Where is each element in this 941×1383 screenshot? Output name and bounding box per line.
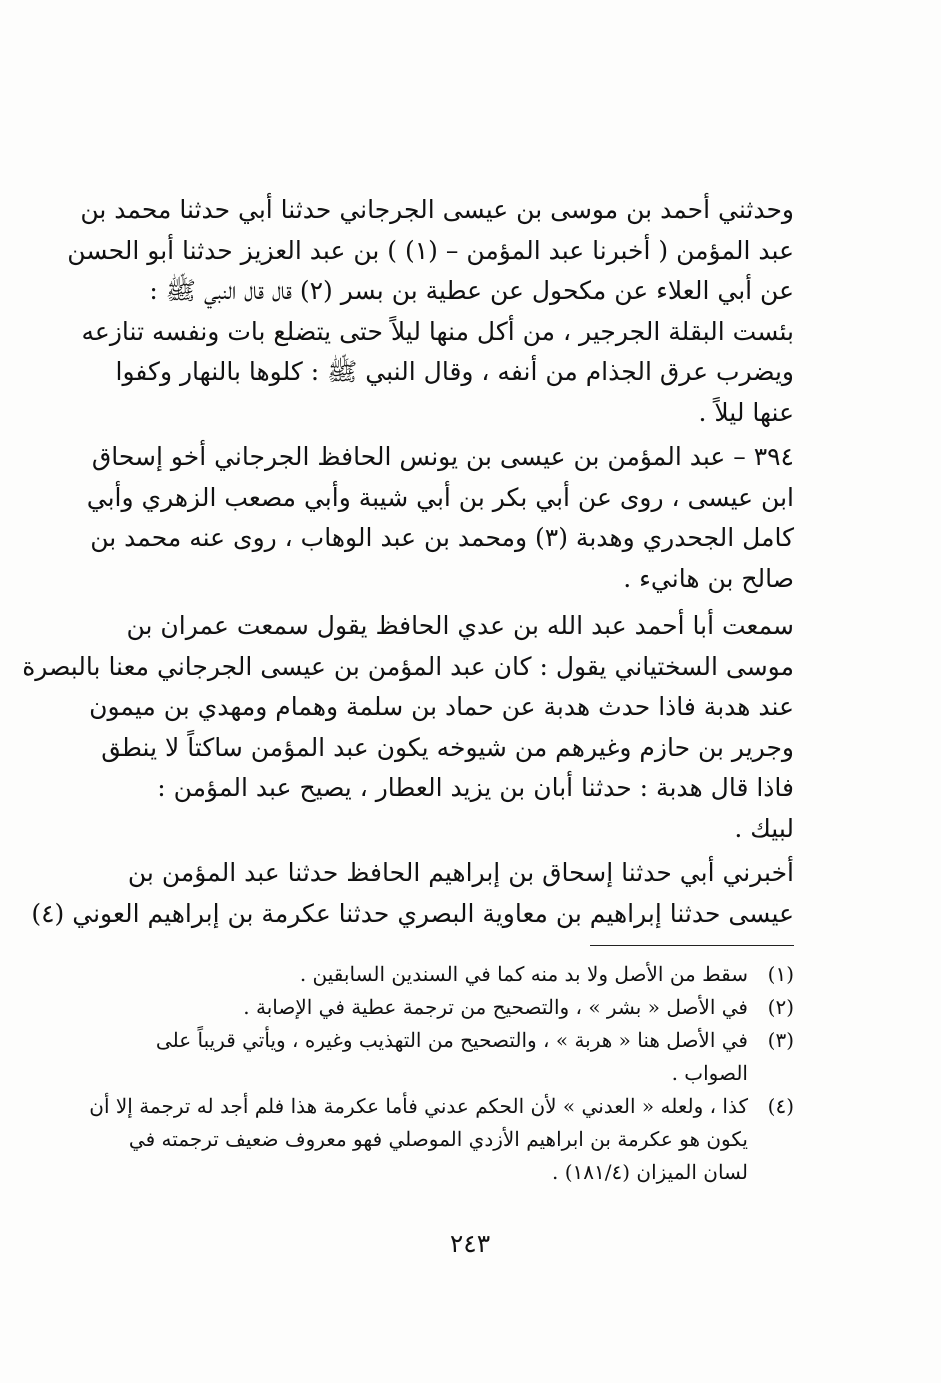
paragraph-line: عند هدبة فاذا حدث هدبة عن حماد بن سلمة وهمام ومهدي بن ميمون [89,692,794,722]
paragraph-4 [31,853,794,934]
footnote-line: سقط من الأصل ولا بد منه كما في السندين السابقين . [299,962,748,986]
paragraph-line: عيسى حدثنا إبراهيم بن معاوية البصري حدثنا عكرمة بن إبراهيم العوني (٤) [31,898,794,928]
footnote-number: (٢) [767,995,794,1019]
footnote-line: في الأصل « بشر » ، والتصحيح من ترجمة عطية في الإصابة . [243,995,748,1019]
paragraph-line: ٣٩٤ – عبد المؤمن بن عيسى بن يونس الحافظ الجرجاني أخو إسحاق [91,442,794,471]
paragraph-line: موسى السختياني يقول : كان عبد المؤمن بن عيسى الجرجاني معنا بالبصرة [22,651,794,681]
page-number: ٢٤٣ [449,1229,491,1258]
footnote-line: يكون هو عكرمة بن ابراهيم الأزدي الموصلي فهو معروف ضعيف ترجمته في [128,1127,748,1151]
paragraph-line: سمعت أبا أحمد عبد الله بن عدي الحافظ يقول سمعت عمران بن [126,611,794,640]
footnote-1 [158,958,794,991]
paragraph-line: عنها ليلاً . [698,397,794,427]
footnote-number: (١) [767,962,794,986]
paragraph-line: وجرير بن حازم وغيرهم من شيوخه يكون عبد المؤمن ساكتاً لا ينطق [101,732,794,762]
footnote-line: الصواب . [671,1061,748,1085]
paragraph-line: بئست البقلة الجرجير ، من أكل منها ليلاً حتى يتضلع بات ونفسه تنازعه [81,316,794,346]
paragraph-3 [22,606,794,850]
footnote-3 [155,1024,794,1090]
paragraph-line: ويضرب عرق الجذام من أنفه ، وقال النبي ﷺ : كلوها بالنهار وكفوا [115,357,794,387]
paragraph-line: لبيك . [734,813,794,843]
footnote-2 [158,991,794,1024]
paragraph-line: عن أبي العلاء عن مكحول عن عطية بن بسر (٢) قال قال النبي ﷺ : [149,276,794,306]
paragraph-1 [67,190,794,434]
footnote-line: لسان الميزان (١٨١/٤) . [551,1160,748,1184]
footnotes [89,958,794,1189]
paragraph-line: كامل الجحدري وهدبة (٣) ومحمد بن عبد الوهاب ، روى عنه محمد بن [90,523,794,553]
paragraph-2 [86,437,794,599]
paragraph-line: ابن عيسى ، روى عن أبي بكر بن أبي شيبة وأبي مصعب الزهري وأبي [86,482,794,512]
paragraph-line: عبد المؤمن ( أخبرنا عبد المؤمن – (١) ) بن عبد العزيز حدثنا أبو الحسن [67,235,794,265]
footnote-line: كذا ، ولعله « العدني » لأن الحكم عدني فأما عكرمة هذا فلم أجد له ترجمة إلا أن [89,1094,748,1118]
paragraph-line: وحدثني أحمد بن موسى بن عيسى الجرجاني حدثنا أبي حدثنا محمد بن [80,195,794,224]
paragraph-line: صالح بن هانيء . [623,563,794,593]
paragraph-line: فاذا قال هدبة : حدثنا أبان بن يزيد العطار ، يصيح عبد المؤمن : [157,773,794,803]
footnote-number: (٣) [767,1028,794,1052]
footnote-4 [89,1090,794,1189]
footnote-line: في الأصل هنا « هربة » ، والتصحيح من التهذيب وغيره ، ويأتي قريباً على [155,1028,748,1052]
paragraph-line: أخبرني أبي حدثنا إسحاق بن إبراهيم الحافظ حدثنا عبد المؤمن بن [127,858,794,887]
footnote-divider [590,945,794,946]
footnote-number: (٤) [767,1094,794,1118]
